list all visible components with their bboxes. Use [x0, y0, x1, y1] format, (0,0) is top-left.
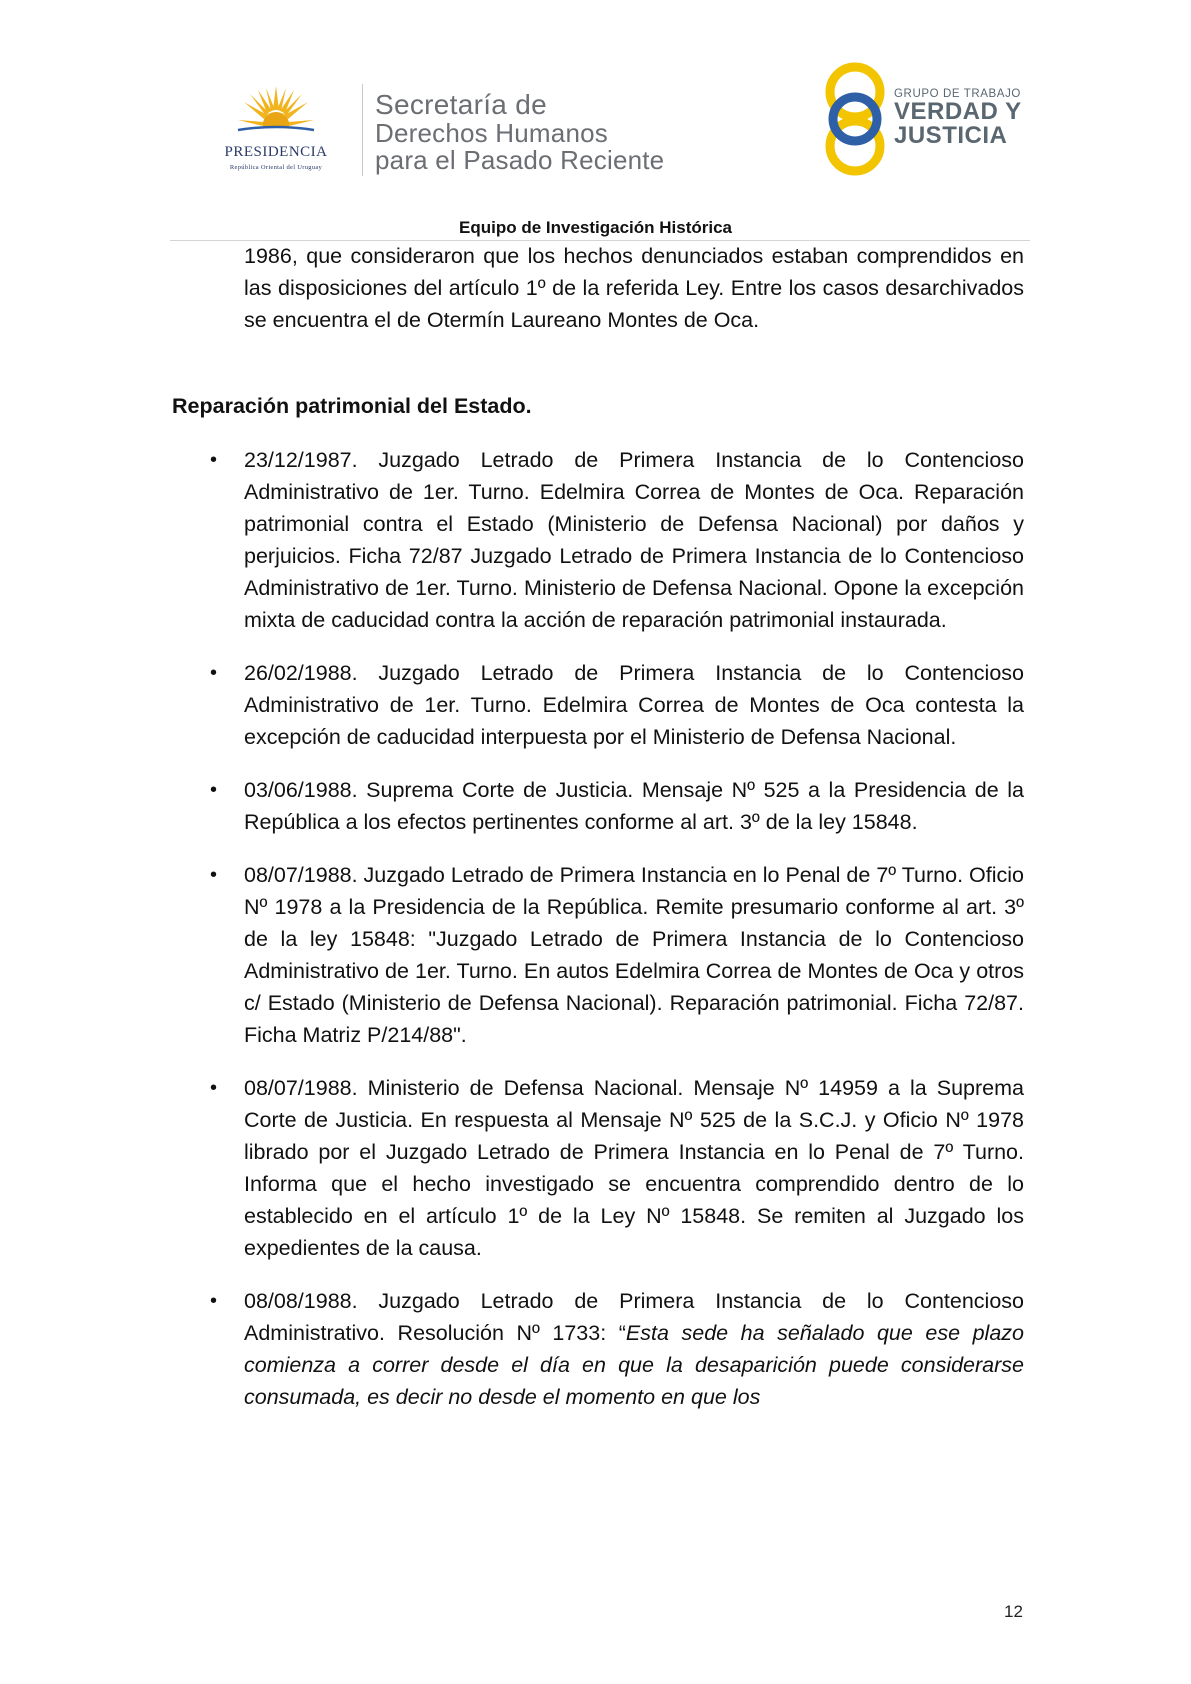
page-number: 12 — [1004, 1602, 1023, 1621]
bullet-icon: • — [210, 864, 218, 886]
verdad-justicia-logo — [820, 58, 1030, 180]
list-item-text: 08/07/1988. Ministerio de Defensa Nacional. Mensaje Nº 14959 a la Suprema Corte de Justicia. En respuesta al Mensaje Nº 525 de la S.C.J. y Oficio Nº 1978 librado por el Juzgado Letrado de Primera Instancia en lo Penal de 7º Turno. Informa que el hecho investigado se encuentra comprendido dentro de lo establecido en el artículo 1º de la Ley Nº 15848. Se remiten al Juzgado los expedientes de la causa. — [244, 1076, 1024, 1260]
section-heading: Reparación patrimonial del Estado. — [172, 394, 532, 418]
list-item-text: 08/07/1988. Juzgado Letrado de Primera Instancia en lo Penal de 7º Turno. Oficio Nº 1978 a la Presidencia de la República. Remite presumario conforme al art. 3º de la ley 15848: "Juzgado Letrado de Primera Instancia de lo Contencioso Administrativo de 1er. Turno. En autos Edelmira Correa de Montes de Oca y otros c/ Estado (Ministerio de Defensa Nacional). Reparación patrimonial. Ficha 72/87. Ficha Matriz P/214/88". — [244, 863, 1024, 1047]
list-item-text: 03/06/1988. Suprema Corte de Justicia. Mensaje Nº 525 a la Presidencia de la República a los efectos pertinentes conforme al art. 3º de la ley 15848. — [244, 778, 1024, 834]
bullet-icon: • — [210, 662, 218, 684]
list-item-text: 08/08/1988. Juzgado Letrado de Primera Instancia de lo Contencioso Administrativo. Resolución Nº 1733: “ — [244, 1289, 1024, 1345]
list-item — [208, 774, 1024, 838]
list-item-text: 23/12/1987. Juzgado Letrado de Primera Instancia de lo Contencioso Administrativo de 1er. Turno. Edelmira Correa de Montes de Oca. Reparación patrimonial contra el Estado (Ministerio de Defensa Nacional) por daños y perjuicios. Ficha 72/87 Juzgado Letrado de Primera Instancia de lo Contencioso Administrativo de 1er. Turno. Ministerio de Defensa Nacional. Opone la excepción mixta de caducidad contra la acción de reparación patrimonial instaurada. — [244, 448, 1024, 632]
intro-paragraph: 1986, que consideraron que los hechos denunciados estaban comprendidos en las disposiciones del artículo 1º de la referida Ley. Entre los casos desarchivados se encuentra el de Otermín Laureano Montes de Oca. — [244, 244, 1024, 332]
bullet-icon: • — [210, 449, 218, 471]
presidencia-subtitle: República Oriental del Uruguay — [229, 164, 323, 171]
secretaria-line2: Derechos Humanos — [375, 118, 608, 148]
secretaria-line1: Secretaría de — [375, 89, 547, 120]
bullet-list — [208, 444, 1024, 1434]
list-item — [208, 1285, 1024, 1413]
list-item-text: 26/02/1988. Juzgado Letrado de Primera Instancia de lo Contencioso Administrativo de 1er. Turno. Edelmira Correa de Montes de Oca contesta la excepción de caducidad interpuesta por el Ministerio de Defensa Nacional. — [244, 661, 1024, 749]
list-item — [208, 657, 1024, 753]
grupo-line1: GRUPO DE TRABAJO — [894, 88, 1021, 100]
sun-emblem-icon — [236, 84, 316, 140]
grupo-line2: VERDAD Y — [894, 98, 1022, 125]
list-item-quote: Esta sede ha señalado que ese plazo comienza a correr desde el día en que la desaparición puede considerarse consumada, es decir no desde el momento en que los — [244, 1321, 1025, 1409]
list-item — [208, 859, 1024, 1051]
secretaria-line3: para el Pasado Reciente — [375, 145, 665, 175]
bullet-icon: • — [210, 1290, 218, 1312]
list-item — [208, 444, 1024, 636]
team-title: Equipo de Investigación Histórica — [459, 218, 732, 237]
grupo-line3: JUSTICIA — [894, 122, 1008, 149]
bullet-icon: • — [210, 1077, 218, 1099]
presidencia-logo — [196, 84, 356, 176]
list-item — [208, 1072, 1024, 1264]
presidencia-name: PRESIDENCIA — [224, 144, 328, 160]
bullet-icon: • — [210, 779, 218, 801]
verdad-justicia-text — [894, 88, 1022, 148]
secretaria-title — [375, 90, 664, 174]
linked-rings-icon — [820, 58, 890, 180]
header-divider — [362, 84, 363, 176]
